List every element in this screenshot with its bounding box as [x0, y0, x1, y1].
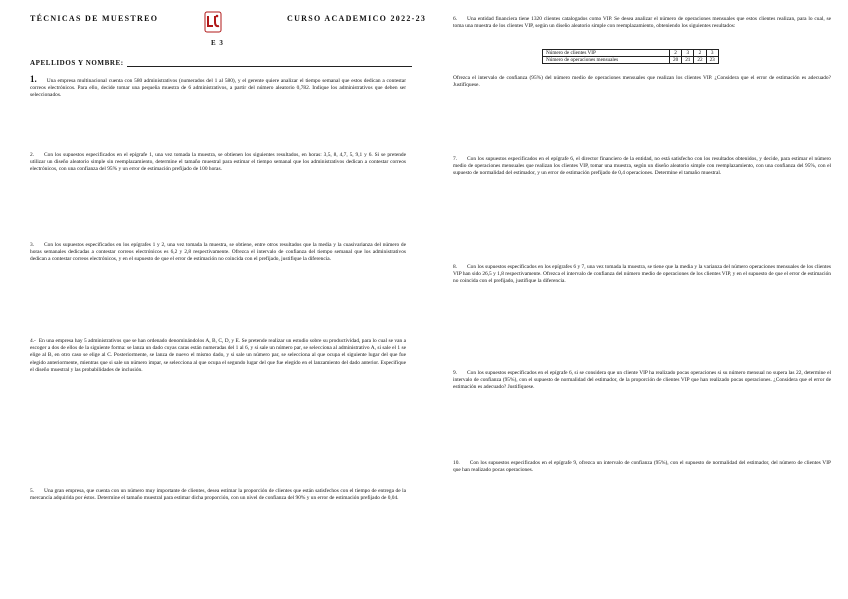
academic-year: CURSO ACADEMICO 2022-23	[287, 14, 427, 23]
exam-code: E 3	[211, 39, 224, 47]
question-6-followup	[453, 75, 831, 89]
name-field[interactable]	[30, 59, 412, 67]
question-number: 6.	[453, 16, 458, 22]
question-10	[453, 460, 831, 474]
question-8	[453, 264, 831, 286]
question-text: Una empresa multinacional cuenta con 580 administrativos (numerados del 1 al 580), y el gerente quiere analizar el tiempo semanal que estos dedican a contestar correos electrónicos. Para ello, decide tomar una pequeña muestra de 6 administrativos, a partir del número aleatorio 0,782. Indique los administrativos que deben ser seleccionados.	[30, 78, 406, 99]
question-4	[30, 338, 406, 374]
question-text: Ofrezca el intervalo de confianza (95%) del número medio de operaciones mensuales que realizan los clientes VIP. ¿Considera que el error de estimación es adecuado? Justifíquese.	[453, 75, 831, 89]
table-cell: 2	[694, 50, 706, 57]
question-text: Con los supuestos especificados en el epígrafe 6, el director financiero de la entidad, no está satisfecho con los resultados obtenidos, y decide, para estimar el número medio de operaciones mensuales que realizan los clientes VIP, tomar una muestra, según un diseño aleatorio simple con reemplazamiento, con una confianza del 95%, con el supuesto de normalidad del estimador, y un error de estimación prefijado de 0,4 operaciones. Determine el tamaño muestral.	[453, 156, 831, 177]
table-cell: 21	[682, 57, 694, 64]
question-text: Una entidad financiera tiene 1320 clientes catalogados como VIP. Se desea analizar el número de operaciones mensuales que estos clientes realizan, para lo cual, se toma una muestra de los clientes VIP, según un diseño aleatorio simple con reemplazamiento, obteniendo los siguientes resultados:	[453, 16, 831, 30]
question-6	[453, 16, 831, 30]
table-cell: 2	[670, 50, 682, 57]
question-number: 5.	[30, 488, 35, 494]
question-text: Una gran empresa, que cuenta con un número muy importante de clientes, desea estimar la proporción de clientes que están satisfechos con el tiempo de entrega de la mercancía adquirida por éstos. Determine el tamaño muestral para estimar dicha proporción, con un nivel de confianza del 90% y un error de estimación prefijado de 0,04.	[30, 488, 406, 502]
question-number: 4.-	[30, 338, 36, 344]
question-number: 1.	[30, 74, 37, 84]
table-cell: 20	[670, 57, 682, 64]
question-number: 7.	[453, 156, 458, 162]
name-line[interactable]	[127, 59, 412, 67]
question-text: Con los supuestos especificados en el epígrafe 1, una vez tomada la muestra, se obtienen los siguientes resultados, en horas: 3,5, 8, 4,7, 5, 9,1 y 6. Si se pretende utilizar un diseño aleatorio simple sin reemplazamiento, determine el tamaño muestral para estimar el tiempo semanal que los administrativos dedican a contestar correos electrónicos, con una confianza del 95% y un error de estimación prefijado de 100 horas.	[30, 152, 406, 173]
table-cell: 3	[706, 50, 718, 57]
question-number: 2.	[30, 152, 35, 158]
question-text: Con los supuestos especificados en los epígrafes 6 y 7, una vez tomada la muestra, se tiene que la media y la varianza del número operaciones mensuales de los clientes VIP han sido 26,5 y 1,8 respectivamente. Ofrezca el intervalo de confianza del número medio de operaciones de los clientes VIP, y en el supuesto de que el error de estimación no coincida con el prefijado, justifique la diferencia.	[453, 264, 831, 285]
table-cell: Número de operaciones mensuales	[543, 57, 670, 64]
question-number: 3.	[30, 242, 35, 248]
vip-data-table	[542, 49, 719, 64]
question-9	[453, 370, 831, 392]
question-3	[30, 242, 406, 264]
question-number: 9.	[453, 370, 458, 376]
question-text: Con los supuestos especificados en los epígrafes 1 y 2, una vez tomada la muestra, se obtiene, entre otros resultados que la media y la cuasivarianza del número de horas semanales dedicadas a contestar correos electrónicos es 6,2 y 2,8 respectivamente. Ofrezca el intervalo de confianza del tiempo semanal que los administrativos dedican a contestar correos electrónicos, y en el supuesto de que el error de estimación no coincida con el prefijado, justifique la diferencia.	[30, 242, 406, 263]
question-1	[30, 76, 406, 100]
table-row	[543, 57, 719, 64]
question-text: En una empresa hay 5 administrativos que se han ordenado denominándolos A, B, C, D, y E. Se pretende realizar un estudio sobre su productividad, para lo cual se van a escoger a dos de ellos de la siguiente forma: se lanza un dado cuyas caras están numeradas del 1 al 6, y si sale un número par, se selecciona al administrativo A, si sale el 1 se elige al B, en otro caso se elige al C. Posteriormente, se lanza de nuevo el mismo dado, y si sale un número par, se selecciona al que ocupa el siguiente lugar del que fue elegido anteriormente, mientras que si sale un número impar, se selecciona al que ocupa el segundo lugar del que fue elegido en el lanzamiento del dado anterior. Especifique el diseño muestral y las probabilidades de inclusión.	[30, 338, 406, 373]
table-cell: 23	[706, 57, 718, 64]
question-5	[30, 488, 406, 502]
name-label: APELLIDOS Y NOMBRE:	[30, 59, 124, 67]
university-logo-icon	[204, 11, 222, 33]
question-text: Con los supuestos especificados en el epígrafe 6, si se considera que un cliente VIP ha realizado pocas operaciones si su número mensual no supera las 22, determine el intervalo de confianza (95%), con el supuesto de normalidad del estimador, de la proporción de clientes VIP que han realizado pocas operaciones. ¿Considera que el error de estimación es adecuado? Justifíquese.	[453, 370, 831, 391]
table-cell: 22	[694, 57, 706, 64]
question-7	[453, 156, 831, 178]
table-cell: 3	[682, 50, 694, 57]
table-row	[543, 50, 719, 57]
question-number: 10.	[453, 460, 460, 466]
table-cell: Número de clientes VIP	[543, 50, 670, 57]
question-2	[30, 152, 406, 174]
question-number: 8.	[453, 264, 458, 270]
question-text: Con los supuestos especificados en el epígrafe 9, ofrezca un intervalo de confianza (95%), con el supuesto de normalidad del estimador, del número de clientes VIP que han realizado pocas operaciones.	[453, 460, 831, 474]
course-title: TÉCNICAS DE MUESTREO	[30, 14, 159, 23]
